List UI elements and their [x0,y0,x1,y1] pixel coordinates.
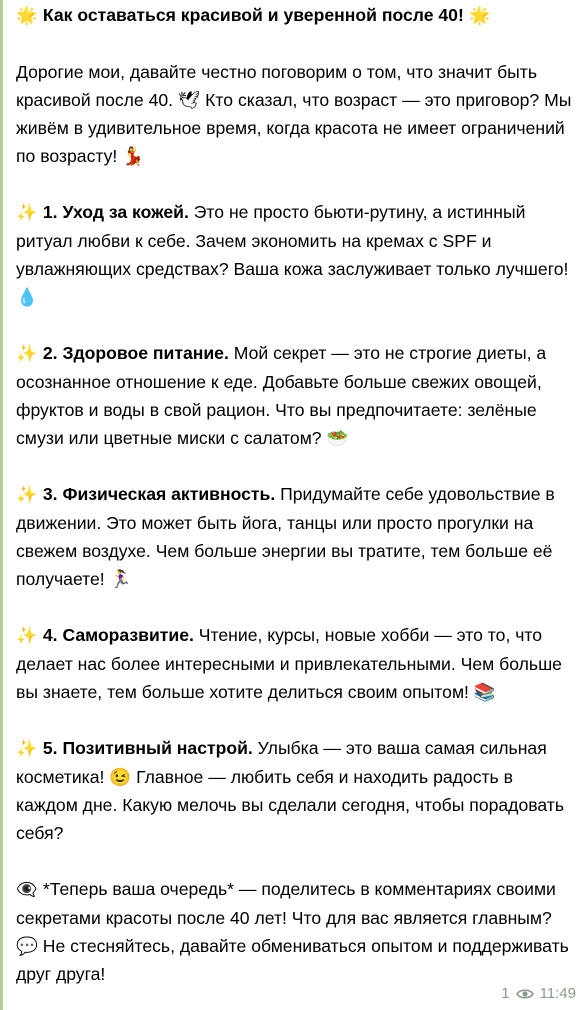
eye-speech-icon: 👁‍🗨 [16,880,38,899]
outro-text: *Теперь ваша очередь* — поделитесь в комментариях своими секретами красоты после 40 лет! Что для вас является главным? 💬 Не стесняйтесь, давайте обмениваться опытом и поддерживать друг друга! [16,879,569,984]
item-heading: 4. Саморазвитие. [42,625,194,645]
sparkles-icon: ✨ [16,485,38,504]
star-icon: 🌟 [469,6,491,25]
item-heading: 1. Уход за кожей. [42,202,189,222]
list-item [16,734,572,847]
item-heading: 2. Здоровое питание. [42,343,229,363]
post-title-text: Как оставаться красивой и уверенной после 40! [42,5,464,25]
post-intro: Дорогие мои, давайте честно поговорим о том, что значит быть красивой после 40. 🕊 Кто сказал, что возраст — это приговор? Мы живём в удивительное время, когда красота не имеет ограничений по возрасту! 💃 [16,62,572,166]
sparkles-icon: ✨ [16,626,38,645]
view-count: 1 [501,985,510,1002]
post-outro [16,875,572,988]
sparkles-icon: ✨ [16,344,38,363]
item-text: Улыбка — это ваша самая сильная косметика! 😉 Главное — любить себя и находить радость в каждом дне. Какую мелочь вы сделали сегодня, чтобы порадовать себя? [16,738,564,843]
post-title [16,1,572,30]
sparkles-icon: ✨ [16,203,38,222]
message-meta [501,980,576,1008]
list-item [16,621,572,706]
item-heading: 5. Позитивный настрой. [42,738,253,758]
star-icon: 🌟 [16,6,38,25]
item-text: Это не просто бьюти-рутину, а истинный ритуал любви к себе. Зачем экономить на кремах с SPF и увлажняющих средствах? Ваша кожа заслуживает только лучшего! 💧 [16,202,569,307]
item-heading: 3. Физическая активность. [42,484,276,504]
eye-icon [516,988,534,1000]
item-text: Чтение, курсы, новые хобби — это то, что делает нас более интересными и привлекательными. Чем больше вы знаете, тем больше хотите делиться своим опытом! 📚 [16,625,562,702]
sparkles-icon: ✨ [16,739,38,758]
item-text: Придумайте себе удовольствие в движении. Это может быть йога, танцы или просто прогулки на свежем воздухе. Чем больше энергии вы тратите, тем больше её получаете! 🏃‍♀️ [16,484,555,589]
message-time: 11:49 [539,985,576,1002]
item-text: Мой секрет — это не строгие диеты, а осознанное отношение к еде. Добавьте больше свежих овощей, фруктов и воды в свой рацион. Что вы предпочитаете: зелёные смузи или цветные миски с салатом? 🥗 [16,343,547,448]
list-item [16,198,572,311]
bubble-accent-strip [0,0,3,1010]
list-item [16,339,572,452]
list-item [16,480,572,593]
